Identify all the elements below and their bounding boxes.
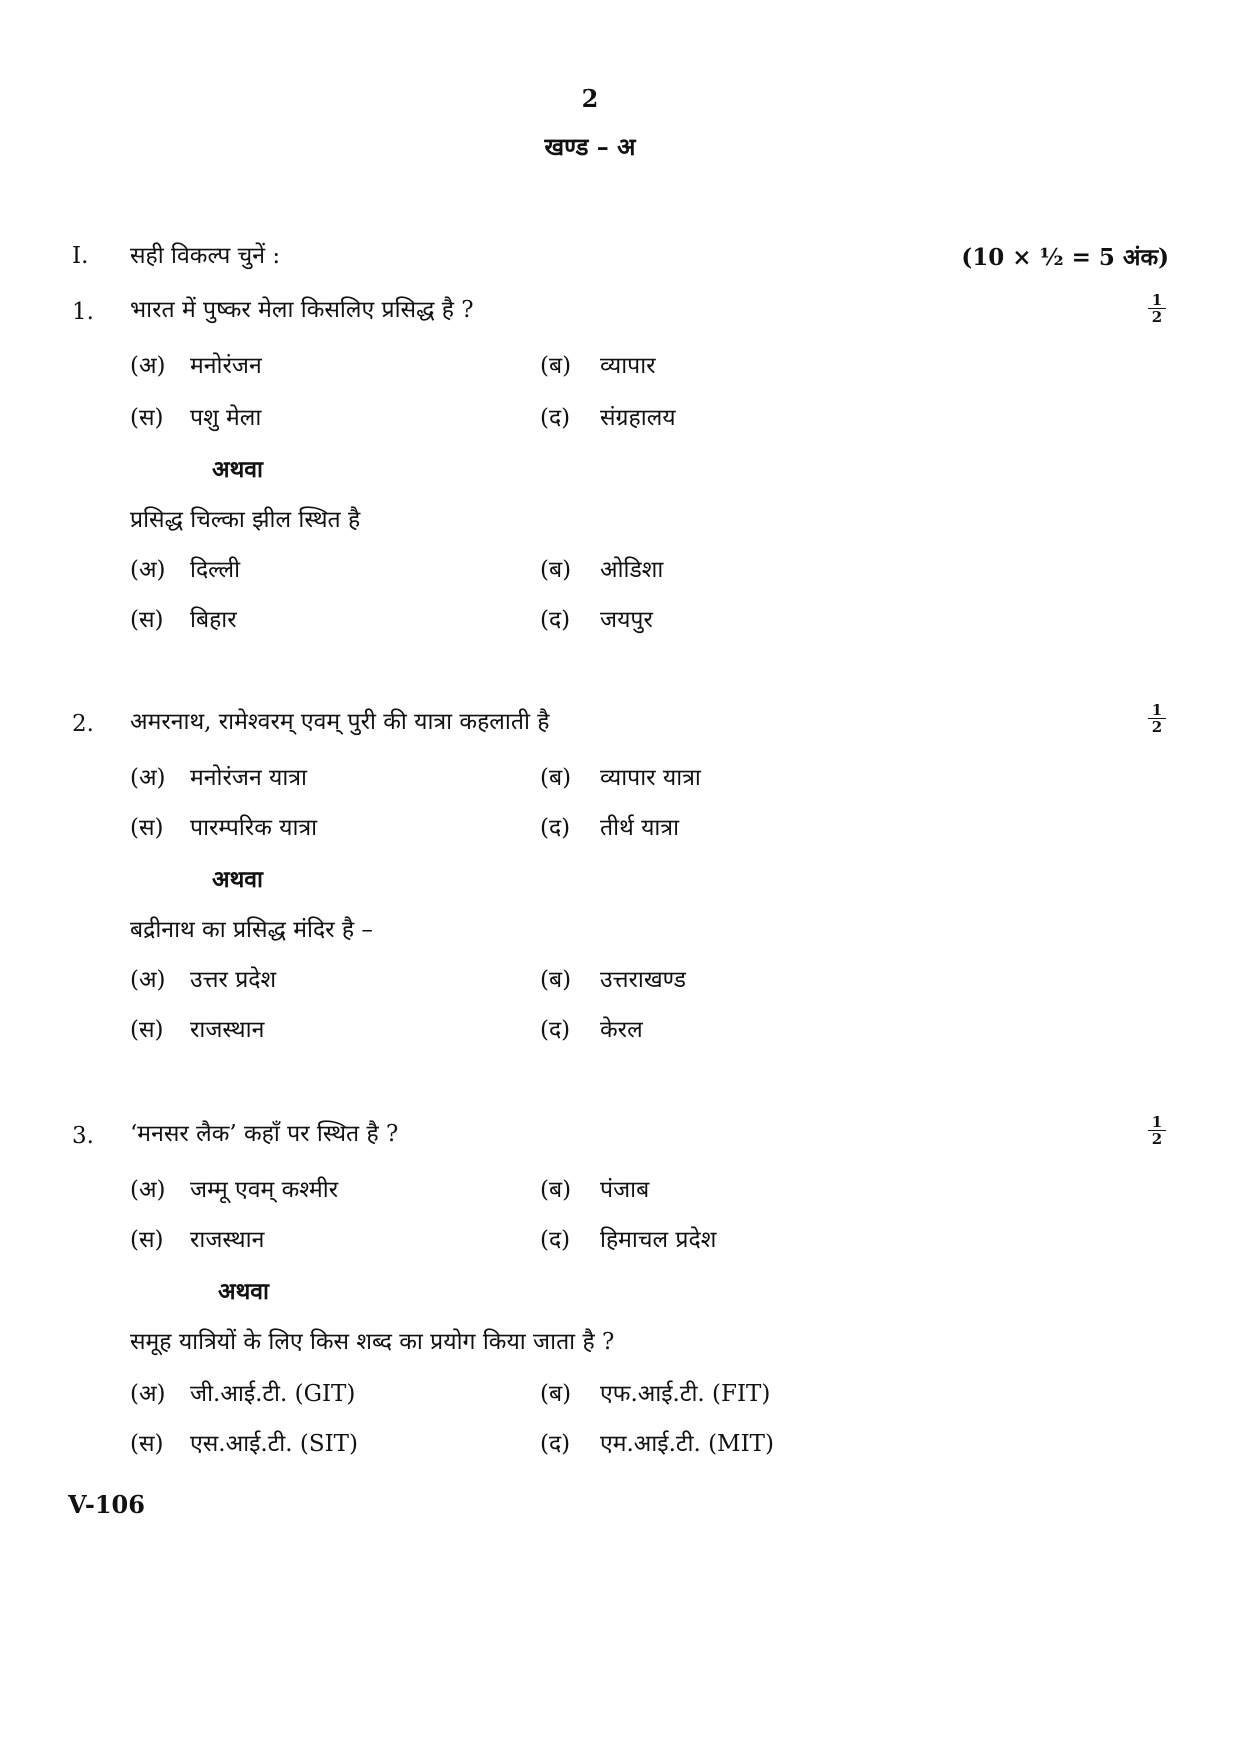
question-2-text: अमरनाथ, रामेश्वरम् एवम् पुरी की यात्रा कहलाती है <box>130 709 550 735</box>
q2-alt-option-d: केरल <box>600 1017 643 1043</box>
question-1-marks <box>1147 292 1167 325</box>
marks-denominator: 2 <box>1151 1130 1163 1148</box>
question-3-text: ‘मनसर लैक’ कहाँ पर स्थित है ? <box>130 1121 399 1147</box>
question-1-number: 1. <box>72 299 94 325</box>
q2-option-d-label: (द) <box>540 815 571 841</box>
q1-option-b: व्यापार <box>600 353 656 379</box>
marks-numerator: 1 <box>1151 701 1163 719</box>
q3-option-b-label: (ब) <box>540 1177 572 1203</box>
q3-alt-option-a: जी.आई.टी. (GIT) <box>190 1381 356 1407</box>
q2-alt-option-a: उत्तर प्रदेश <box>190 967 277 993</box>
q2-alt-option-d-label: (द) <box>540 1017 571 1043</box>
q3-alt-option-c: एस.आई.टी. (SIT) <box>190 1431 358 1457</box>
q1-alt-option-b: ओडिशा <box>600 557 664 583</box>
q1-option-a-label: (अ) <box>130 353 166 379</box>
q2-alt-option-c: राजस्थान <box>190 1017 265 1043</box>
q1-alt-option-d-label: (द) <box>540 607 571 633</box>
marks-numerator: 1 <box>1151 291 1163 309</box>
q3-alt-option-d: एम.आई.टी. (MIT) <box>600 1431 774 1457</box>
question-2-number: 2. <box>72 711 94 737</box>
q2-option-c-label: (स) <box>130 815 164 841</box>
q1-option-b-label: (ब) <box>540 353 572 379</box>
q3-option-d: हिमाचल प्रदेश <box>600 1227 717 1253</box>
q1-or-label: अथवा <box>212 456 264 483</box>
q2-alt-option-a-label: (अ) <box>130 967 166 993</box>
part-roman: I. <box>72 243 89 269</box>
q3-option-c: राजस्थान <box>190 1227 265 1253</box>
q1-alt-option-a-label: (अ) <box>130 557 166 583</box>
question-3-marks <box>1147 1114 1167 1147</box>
q2-alt-question: बद्रीनाथ का प्रसिद्ध मंदिर है – <box>130 917 373 943</box>
marks-numerator: 1 <box>1151 1113 1163 1131</box>
q1-option-c-label: (स) <box>130 405 164 431</box>
part-instruction: सही विकल्प चुनें : <box>130 243 281 269</box>
q2-alt-option-b: उत्तराखण्ड <box>600 967 686 993</box>
q3-alt-option-c-label: (स) <box>130 1431 164 1457</box>
marks-denominator: 2 <box>1151 308 1163 326</box>
q3-alt-option-b-label: (ब) <box>540 1381 572 1407</box>
paper-code: V-106 <box>68 1490 145 1519</box>
q1-option-c: पशु मेला <box>190 405 262 431</box>
q1-option-a: मनोरंजन <box>190 353 262 379</box>
q2-option-c: पारम्परिक यात्रा <box>190 815 318 841</box>
q3-option-a: जम्मू एवम् कश्मीर <box>190 1177 339 1203</box>
q1-option-d-label: (द) <box>540 405 571 431</box>
q3-option-a-label: (अ) <box>130 1177 166 1203</box>
q1-option-d: संग्रहालय <box>600 405 676 431</box>
q3-alt-option-b: एफ.आई.टी. (FIT) <box>600 1381 771 1407</box>
part-marks: (10 × ½ = 5 अंक) <box>961 244 1169 271</box>
q2-option-a-label: (अ) <box>130 765 166 791</box>
marks-denominator: 2 <box>1151 718 1163 736</box>
q3-alt-option-a-label: (अ) <box>130 1381 166 1407</box>
q2-option-a: मनोरंजन यात्रा <box>190 765 307 791</box>
q3-or-label: अथवा <box>218 1278 270 1305</box>
q3-alt-question: समूह यात्रियों के लिए किस शब्द का प्रयोग किया जाता है ? <box>130 1329 615 1355</box>
q2-alt-option-b-label: (ब) <box>540 967 572 993</box>
q2-option-d: तीर्थ यात्रा <box>600 815 680 841</box>
q1-alt-option-d: जयपुर <box>600 607 653 633</box>
q1-alt-option-c: बिहार <box>190 607 237 633</box>
q1-alt-option-a: दिल्ली <box>190 557 241 583</box>
q2-option-b: व्यापार यात्रा <box>600 765 701 791</box>
question-2-marks <box>1147 702 1167 735</box>
q2-or-label: अथवा <box>212 866 264 893</box>
q2-alt-option-c-label: (स) <box>130 1017 164 1043</box>
q2-option-b-label: (ब) <box>540 765 572 791</box>
question-1-text: भारत में पुष्कर मेला किसलिए प्रसिद्ध है ? <box>130 297 474 323</box>
q1-alt-option-b-label: (ब) <box>540 557 572 583</box>
q3-option-d-label: (द) <box>540 1227 571 1253</box>
q1-alt-option-c-label: (स) <box>130 607 164 633</box>
q1-alt-question: प्रसिद्ध चिल्का झील स्थित है <box>130 507 361 533</box>
section-title: खण्ड – अ <box>544 132 636 161</box>
page-number: 2 <box>581 84 599 113</box>
question-3-number: 3. <box>72 1123 94 1149</box>
q3-option-c-label: (स) <box>130 1227 164 1253</box>
q3-option-b: पंजाब <box>600 1177 650 1203</box>
q3-alt-option-d-label: (द) <box>540 1431 571 1457</box>
